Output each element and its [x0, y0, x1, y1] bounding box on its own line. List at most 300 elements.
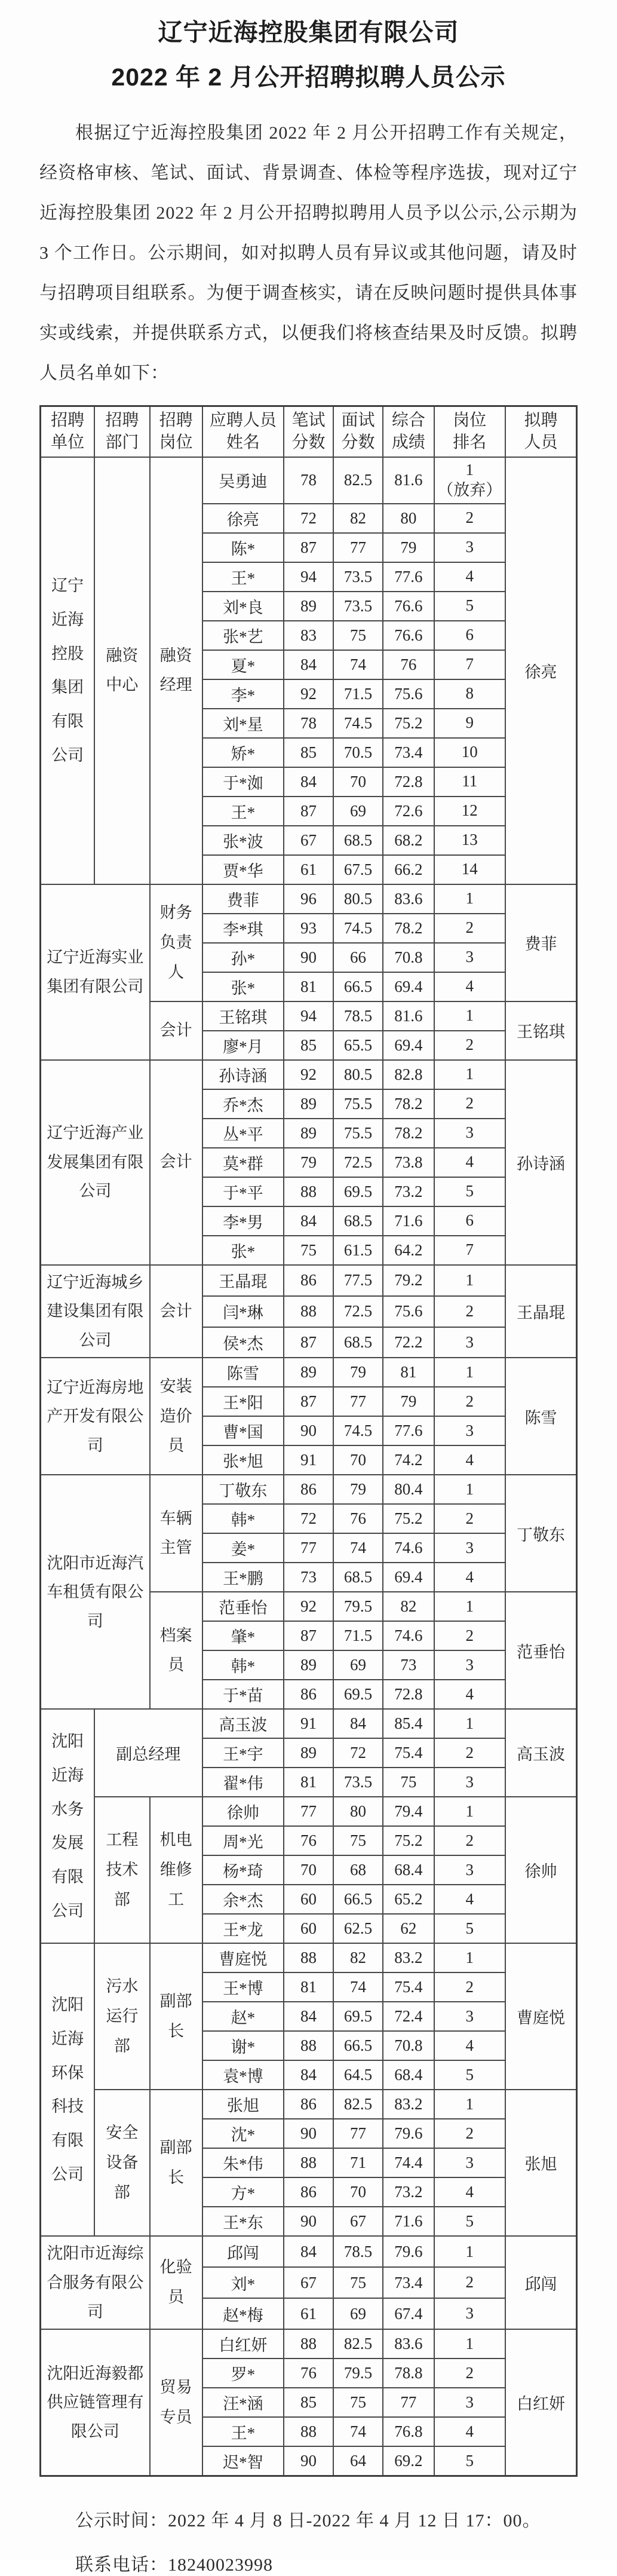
interview-score-cell: 79 [333, 1358, 383, 1387]
column-header: 拟聘人员 [505, 406, 577, 457]
written-score-cell: 87 [284, 797, 333, 826]
rank-cell: 3 [434, 2148, 505, 2177]
candidate-name-cell: 于*洳 [202, 767, 284, 797]
overall-score-cell: 79.6 [383, 2119, 434, 2148]
candidate-name-cell: 曹*国 [202, 1416, 284, 1445]
table-row [41, 1358, 577, 1387]
rank-cell: 7 [434, 650, 505, 679]
written-score-cell: 89 [284, 1650, 333, 1680]
candidate-name-cell: 王*东 [202, 2207, 284, 2236]
rank-cell: 3 [434, 533, 505, 562]
rank-cell: 2 [434, 914, 505, 943]
rank-cell: 4 [434, 972, 505, 1001]
candidate-name-cell: 王*鹏 [202, 1563, 284, 1592]
rank-cell: 2 [434, 2358, 505, 2388]
written-score-cell: 88 [284, 2417, 333, 2446]
candidate-name-cell: 袁*博 [202, 2060, 284, 2090]
candidate-name-cell: 白红妍 [202, 2329, 284, 2358]
rank-cell: 2 [434, 1621, 505, 1650]
candidate-name-cell: 张旭 [202, 2090, 284, 2119]
written-score-cell: 86 [284, 1680, 333, 1709]
interview-score-cell: 65.5 [333, 1031, 383, 1060]
written-score-cell: 60 [284, 1885, 333, 1914]
written-score-cell: 88 [284, 2148, 333, 2177]
rank-cell: 1 [434, 1797, 505, 1826]
written-score-cell: 84 [284, 767, 333, 797]
hired-cell: 丁敬东 [505, 1475, 577, 1592]
overall-score-cell: 82.8 [383, 1060, 434, 1089]
interview-score-cell: 69.5 [333, 1177, 383, 1206]
overall-score-cell: 75.6 [383, 1296, 434, 1327]
overall-score-cell: 76 [383, 650, 434, 679]
hired-cell: 王晶琨 [505, 1265, 577, 1358]
rank-cell: 1 [434, 1592, 505, 1621]
candidate-name-cell: 韩* [202, 1650, 284, 1680]
written-score-cell: 67 [284, 2267, 333, 2298]
candidate-name-cell: 迟*智 [202, 2446, 284, 2476]
table-row [41, 2329, 577, 2358]
interview-score-cell: 80 [333, 1797, 383, 1826]
rank-cell: 1 [434, 2090, 505, 2119]
interview-score-cell: 82.5 [333, 2329, 383, 2358]
written-score-cell: 87 [284, 1327, 333, 1358]
overall-score-cell: 85.4 [383, 1709, 434, 1738]
overall-score-cell: 83.2 [383, 1943, 434, 1972]
written-score-cell: 85 [284, 1031, 333, 1060]
overall-score-cell: 82 [383, 1592, 434, 1621]
written-score-cell: 89 [284, 1089, 333, 1119]
rank-cell: 3 [434, 1416, 505, 1445]
overall-score-cell: 72.2 [383, 1327, 434, 1358]
interview-score-cell: 75 [333, 1826, 383, 1855]
written-score-cell: 77 [284, 1533, 333, 1563]
interview-score-cell: 84 [333, 1709, 383, 1738]
candidate-name-cell: 张* [202, 972, 284, 1001]
column-header: 应聘人员姓名 [202, 406, 284, 457]
interview-score-cell: 66.5 [333, 2031, 383, 2060]
written-score-cell: 78 [284, 457, 333, 504]
interview-score-cell: 76 [333, 1504, 383, 1533]
interview-score-cell: 82 [333, 504, 383, 533]
written-score-cell: 83 [284, 621, 333, 650]
interview-score-cell: 71.5 [333, 679, 383, 709]
candidate-name-cell: 张* [202, 1236, 284, 1265]
publicity-period: 公示时间：2022 年 4 月 8 日-2022 年 4 月 12 日 17：00。 [75, 2511, 541, 2531]
interview-score-cell: 68 [333, 1855, 383, 1885]
candidate-name-cell: 陈* [202, 533, 284, 562]
overall-score-cell: 73.8 [383, 1148, 434, 1177]
interview-score-cell: 72.5 [333, 1148, 383, 1177]
interview-score-cell: 74 [333, 650, 383, 679]
overall-score-cell: 79.2 [383, 1265, 434, 1296]
interview-score-cell: 77.5 [333, 1265, 383, 1296]
overall-score-cell: 72.8 [383, 767, 434, 797]
position-cell: 财务负责人 [150, 884, 202, 1001]
candidate-name-cell: 沈* [202, 2119, 284, 2148]
hired-cell: 陈雪 [505, 1358, 577, 1475]
interview-score-cell: 73.5 [333, 592, 383, 621]
position-cell: 副部长 [150, 1943, 202, 2090]
written-score-cell: 76 [284, 2358, 333, 2388]
overall-score-cell: 81.6 [383, 1001, 434, 1031]
rank-cell: 2 [434, 1504, 505, 1533]
interview-score-cell: 77 [333, 533, 383, 562]
candidate-name-cell: 李* [202, 679, 284, 709]
candidate-name-cell: 侯*杰 [202, 1327, 284, 1358]
overall-score-cell: 83.6 [383, 2329, 434, 2358]
overall-score-cell: 75 [383, 1768, 434, 1797]
overall-score-cell: 78.2 [383, 1089, 434, 1119]
written-score-cell: 86 [284, 1475, 333, 1504]
overall-score-cell: 72.4 [383, 2002, 434, 2031]
position-cell: 车辆主管 [150, 1475, 202, 1592]
overall-score-cell: 72.6 [383, 797, 434, 826]
candidate-name-cell: 肇* [202, 1621, 284, 1650]
rank-cell: 5 [434, 2207, 505, 2236]
interview-score-cell: 72.5 [333, 1296, 383, 1327]
candidate-name-cell: 王*阳 [202, 1387, 284, 1416]
rank-cell: 2 [434, 1738, 505, 1768]
interview-score-cell: 64.5 [333, 2060, 383, 2090]
column-header: 招聘部门 [94, 406, 149, 457]
position-cell: 会计 [150, 1001, 202, 1060]
department-cell: 工程技术部 [94, 1797, 149, 1943]
candidate-name-cell: 韩* [202, 1504, 284, 1533]
candidate-name-cell: 陈雪 [202, 1358, 284, 1387]
rank-cell: 12 [434, 797, 505, 826]
interview-score-cell: 75.5 [333, 1089, 383, 1119]
rank-cell: 7 [434, 1236, 505, 1265]
written-score-cell: 90 [284, 2207, 333, 2236]
candidate-name-cell: 方* [202, 2177, 284, 2207]
interview-score-cell: 66.5 [333, 972, 383, 1001]
interview-score-cell: 74.5 [333, 709, 383, 738]
interview-score-cell: 73.5 [333, 562, 383, 592]
written-score-cell: 70 [284, 1855, 333, 1885]
overall-score-cell: 83.2 [383, 2090, 434, 2119]
rank-cell: 4 [434, 1680, 505, 1709]
candidate-name-cell: 王*宇 [202, 1738, 284, 1768]
written-score-cell: 96 [284, 884, 333, 914]
rank-cell: 2 [434, 1089, 505, 1119]
company-cell: 沈阳市近海汽车租赁有限公司 [41, 1475, 150, 1709]
interview-score-cell: 74.5 [333, 1416, 383, 1445]
hired-cell: 曹庭悦 [505, 1943, 577, 2090]
column-header: 招聘单位 [41, 406, 95, 457]
interview-score-cell: 70 [333, 1445, 383, 1475]
rank-cell: 5 [434, 2060, 505, 2090]
department-cell: 安全设备部 [94, 2090, 149, 2236]
rank-cell: 1 （放弃） [434, 457, 505, 504]
interview-score-cell: 82.5 [333, 457, 383, 504]
overall-score-cell: 68.4 [383, 2060, 434, 2090]
candidate-name-cell: 闫*琳 [202, 1296, 284, 1327]
written-score-cell: 89 [284, 1738, 333, 1768]
rank-cell: 3 [434, 2002, 505, 2031]
rank-cell: 1 [434, 1943, 505, 1972]
interview-score-cell: 75.5 [333, 1119, 383, 1148]
rank-cell: 3 [434, 1650, 505, 1680]
written-score-cell: 88 [284, 2031, 333, 2060]
rank-cell: 13 [434, 826, 505, 855]
interview-score-cell: 69 [333, 2298, 383, 2329]
overall-score-cell: 76.6 [383, 621, 434, 650]
company-cell: 辽宁近海控股集团有限公司 [41, 457, 95, 884]
rank-cell: 4 [434, 1148, 505, 1177]
written-score-cell: 84 [284, 1206, 333, 1236]
rank-cell: 3 [434, 1119, 505, 1148]
rank-cell: 4 [434, 1563, 505, 1592]
interview-score-cell: 75 [333, 2267, 383, 2298]
candidate-name-cell: 吴勇迪 [202, 457, 284, 504]
rank-cell: 9 [434, 709, 505, 738]
rank-cell: 1 [434, 2329, 505, 2358]
rank-cell: 1 [434, 2236, 505, 2267]
overall-score-cell: 68.4 [383, 1855, 434, 1885]
table-row [41, 1060, 577, 1089]
overall-score-cell: 72.8 [383, 1680, 434, 1709]
candidate-name-cell: 王* [202, 562, 284, 592]
overall-score-cell: 74.6 [383, 1621, 434, 1650]
overall-score-cell: 77 [383, 2388, 434, 2417]
candidate-name-cell: 赵*梅 [202, 2298, 284, 2329]
rank-cell: 1 [434, 1358, 505, 1387]
hired-cell: 王铭琪 [505, 1001, 577, 1060]
candidate-name-cell: 王晶琨 [202, 1265, 284, 1296]
overall-score-cell: 79 [383, 1387, 434, 1416]
interview-score-cell: 72 [333, 1738, 383, 1768]
overall-score-cell: 73 [383, 1650, 434, 1680]
position-cell: 副部长 [150, 2090, 202, 2236]
table-row [41, 1943, 577, 1972]
written-score-cell: 85 [284, 738, 333, 767]
candidate-name-cell: 汪*涵 [202, 2388, 284, 2417]
candidate-name-cell: 谢* [202, 2031, 284, 2060]
candidate-name-cell: 孙诗涵 [202, 1060, 284, 1089]
rank-cell: 2 [434, 2119, 505, 2148]
column-header: 笔试分数 [284, 406, 333, 457]
hired-cell: 徐帅 [505, 1797, 577, 1943]
written-score-cell: 87 [284, 1387, 333, 1416]
hired-cell: 范垂怡 [505, 1592, 577, 1709]
written-score-cell: 92 [284, 1592, 333, 1621]
written-score-cell: 85 [284, 2388, 333, 2417]
written-score-cell: 94 [284, 562, 333, 592]
candidate-name-cell: 贾*华 [202, 855, 284, 884]
candidate-name-cell: 夏* [202, 650, 284, 679]
written-score-cell: 88 [284, 2329, 333, 2358]
overall-score-cell: 75.4 [383, 1738, 434, 1768]
interview-score-cell: 68.5 [333, 1563, 383, 1592]
written-score-cell: 86 [284, 1265, 333, 1296]
candidate-name-cell: 王* [202, 2417, 284, 2446]
written-score-cell: 67 [284, 826, 333, 855]
rank-cell: 1 [434, 1001, 505, 1031]
rank-cell: 1 [434, 1060, 505, 1089]
overall-score-cell: 75.2 [383, 1504, 434, 1533]
candidate-name-cell: 徐亮 [202, 504, 284, 533]
interview-score-cell: 68.5 [333, 826, 383, 855]
written-score-cell: 88 [284, 1296, 333, 1327]
column-header: 岗位排名 [434, 406, 505, 457]
overall-score-cell: 64.2 [383, 1236, 434, 1265]
hired-cell: 费菲 [505, 884, 577, 1001]
written-score-cell: 73 [284, 1563, 333, 1592]
interview-score-cell: 78.5 [333, 1001, 383, 1031]
overall-score-cell: 67.4 [383, 2298, 434, 2329]
candidate-name-cell: 乔*杰 [202, 1089, 284, 1119]
rank-cell: 3 [434, 1768, 505, 1797]
written-score-cell: 92 [284, 1060, 333, 1089]
rank-cell: 2 [434, 504, 505, 533]
rank-cell: 2 [434, 1296, 505, 1327]
candidate-name-cell: 丁敬东 [202, 1475, 284, 1504]
interview-score-cell: 66 [333, 943, 383, 972]
position-cell: 安装造价员 [150, 1358, 202, 1475]
overall-score-cell: 69.4 [383, 972, 434, 1001]
interview-score-cell: 74 [333, 1972, 383, 2002]
rank-cell: 6 [434, 1206, 505, 1236]
overall-score-cell: 66.2 [383, 855, 434, 884]
interview-score-cell: 79.5 [333, 2358, 383, 2388]
overall-score-cell: 79.6 [383, 2236, 434, 2267]
interview-score-cell: 69 [333, 1650, 383, 1680]
interview-score-cell: 67.5 [333, 855, 383, 884]
candidate-name-cell: 矫* [202, 738, 284, 767]
overall-score-cell: 83.6 [383, 884, 434, 914]
company-cell: 沈阳近海水务发展有限公司 [41, 1709, 95, 1943]
interview-score-cell: 71.5 [333, 1621, 383, 1650]
page-subtitle: 2022 年 2 月公开招聘拟聘人员公示 [111, 63, 506, 91]
overall-score-cell: 68.2 [383, 826, 434, 855]
recruitment-table [39, 405, 578, 2477]
interview-score-cell: 80.5 [333, 1060, 383, 1089]
written-score-cell: 61 [284, 855, 333, 884]
written-score-cell: 75 [284, 1236, 333, 1265]
written-score-cell: 94 [284, 1001, 333, 1031]
rank-cell: 4 [434, 2031, 505, 2060]
interview-score-cell: 69 [333, 797, 383, 826]
interview-score-cell: 77 [333, 2119, 383, 2148]
company-cell: 辽宁近海城乡建设集团有限公司 [41, 1265, 150, 1358]
position-cell: 化验员 [150, 2236, 202, 2329]
table-row [41, 1797, 577, 1826]
company-cell: 辽宁近海房地产开发有限公司 [41, 1358, 150, 1475]
overall-score-cell: 78.2 [383, 1119, 434, 1148]
candidate-name-cell: 刘*良 [202, 592, 284, 621]
department-cell: 融资中心 [94, 457, 149, 884]
interview-score-cell: 62.5 [333, 1914, 383, 1943]
written-score-cell: 86 [284, 2090, 333, 2119]
interview-score-cell: 70 [333, 2177, 383, 2207]
written-score-cell: 91 [284, 1445, 333, 1475]
table-row [41, 1265, 577, 1296]
candidate-name-cell: 赵* [202, 2002, 284, 2031]
rank-cell: 1 [434, 1475, 505, 1504]
overall-score-cell: 73.4 [383, 2267, 434, 2298]
candidate-name-cell: 罗* [202, 2358, 284, 2388]
overall-score-cell: 70.8 [383, 943, 434, 972]
company-cell: 辽宁近海产业发展集团有限公司 [41, 1060, 150, 1265]
written-score-cell: 84 [284, 2002, 333, 2031]
written-score-cell: 81 [284, 1972, 333, 2002]
hired-cell: 张旭 [505, 2090, 577, 2236]
overall-score-cell: 71.6 [383, 1206, 434, 1236]
interview-score-cell: 71 [333, 2148, 383, 2177]
rank-cell: 5 [434, 2446, 505, 2476]
candidate-name-cell: 李*琪 [202, 914, 284, 943]
interview-score-cell: 67 [333, 2207, 383, 2236]
overall-score-cell: 75.2 [383, 709, 434, 738]
written-score-cell: 89 [284, 1119, 333, 1148]
rank-cell: 3 [434, 2298, 505, 2329]
written-score-cell: 88 [284, 1177, 333, 1206]
candidate-name-cell: 徐帅 [202, 1797, 284, 1826]
overall-score-cell: 74.6 [383, 1533, 434, 1563]
rank-cell: 4 [434, 2177, 505, 2207]
overall-score-cell: 74.2 [383, 1445, 434, 1475]
written-score-cell: 87 [284, 533, 333, 562]
overall-score-cell: 80 [383, 504, 434, 533]
rank-cell: 3 [434, 1327, 505, 1358]
overall-score-cell: 77.6 [383, 562, 434, 592]
interview-score-cell: 69.5 [333, 2002, 383, 2031]
candidate-name-cell: 于*平 [202, 1177, 284, 1206]
candidate-name-cell: 刘* [202, 2267, 284, 2298]
overall-score-cell: 65.2 [383, 1885, 434, 1914]
written-score-cell: 88 [284, 1943, 333, 1972]
overall-score-cell: 75.6 [383, 679, 434, 709]
overall-score-cell: 79 [383, 533, 434, 562]
written-score-cell: 72 [284, 1504, 333, 1533]
position-cell: 副总经理 [94, 1709, 202, 1797]
candidate-name-cell: 翟*伟 [202, 1768, 284, 1797]
candidate-name-cell: 曹庭悦 [202, 1943, 284, 1972]
hired-cell: 高玉波 [505, 1709, 577, 1797]
rank-cell: 4 [434, 1445, 505, 1475]
rank-cell: 2 [434, 1826, 505, 1855]
candidate-name-cell: 余*杰 [202, 1885, 284, 1914]
interview-score-cell: 73.5 [333, 1768, 383, 1797]
candidate-name-cell: 李*男 [202, 1206, 284, 1236]
rank-cell: 4 [434, 562, 505, 592]
overall-score-cell: 78.8 [383, 2358, 434, 2388]
hired-cell: 白红妍 [505, 2329, 577, 2476]
interview-score-cell: 79.5 [333, 1592, 383, 1621]
candidate-name-cell: 王铭琪 [202, 1001, 284, 1031]
overall-score-cell: 81 [383, 1358, 434, 1387]
candidate-name-cell: 费菲 [202, 884, 284, 914]
company-cell: 沈阳市近海综合服务有限公司 [41, 2236, 150, 2329]
written-score-cell: 89 [284, 1358, 333, 1387]
interview-score-cell: 68.5 [333, 1327, 383, 1358]
written-score-cell: 93 [284, 914, 333, 943]
department-cell: 污水运行部 [94, 1943, 149, 2090]
candidate-name-cell: 莫*群 [202, 1148, 284, 1177]
overall-score-cell: 75.4 [383, 1972, 434, 2002]
interview-score-cell: 82.5 [333, 2090, 383, 2119]
column-header: 综合成绩 [383, 406, 434, 457]
candidate-name-cell: 朱*伟 [202, 2148, 284, 2177]
table-row [41, 1475, 577, 1504]
overall-score-cell: 71.6 [383, 2207, 434, 2236]
written-score-cell: 84 [284, 2236, 333, 2267]
written-score-cell: 78 [284, 709, 333, 738]
written-score-cell: 72 [284, 504, 333, 533]
candidate-name-cell: 邱闯 [202, 2236, 284, 2267]
rank-cell: 3 [434, 1533, 505, 1563]
column-header: 招聘岗位 [150, 406, 202, 457]
